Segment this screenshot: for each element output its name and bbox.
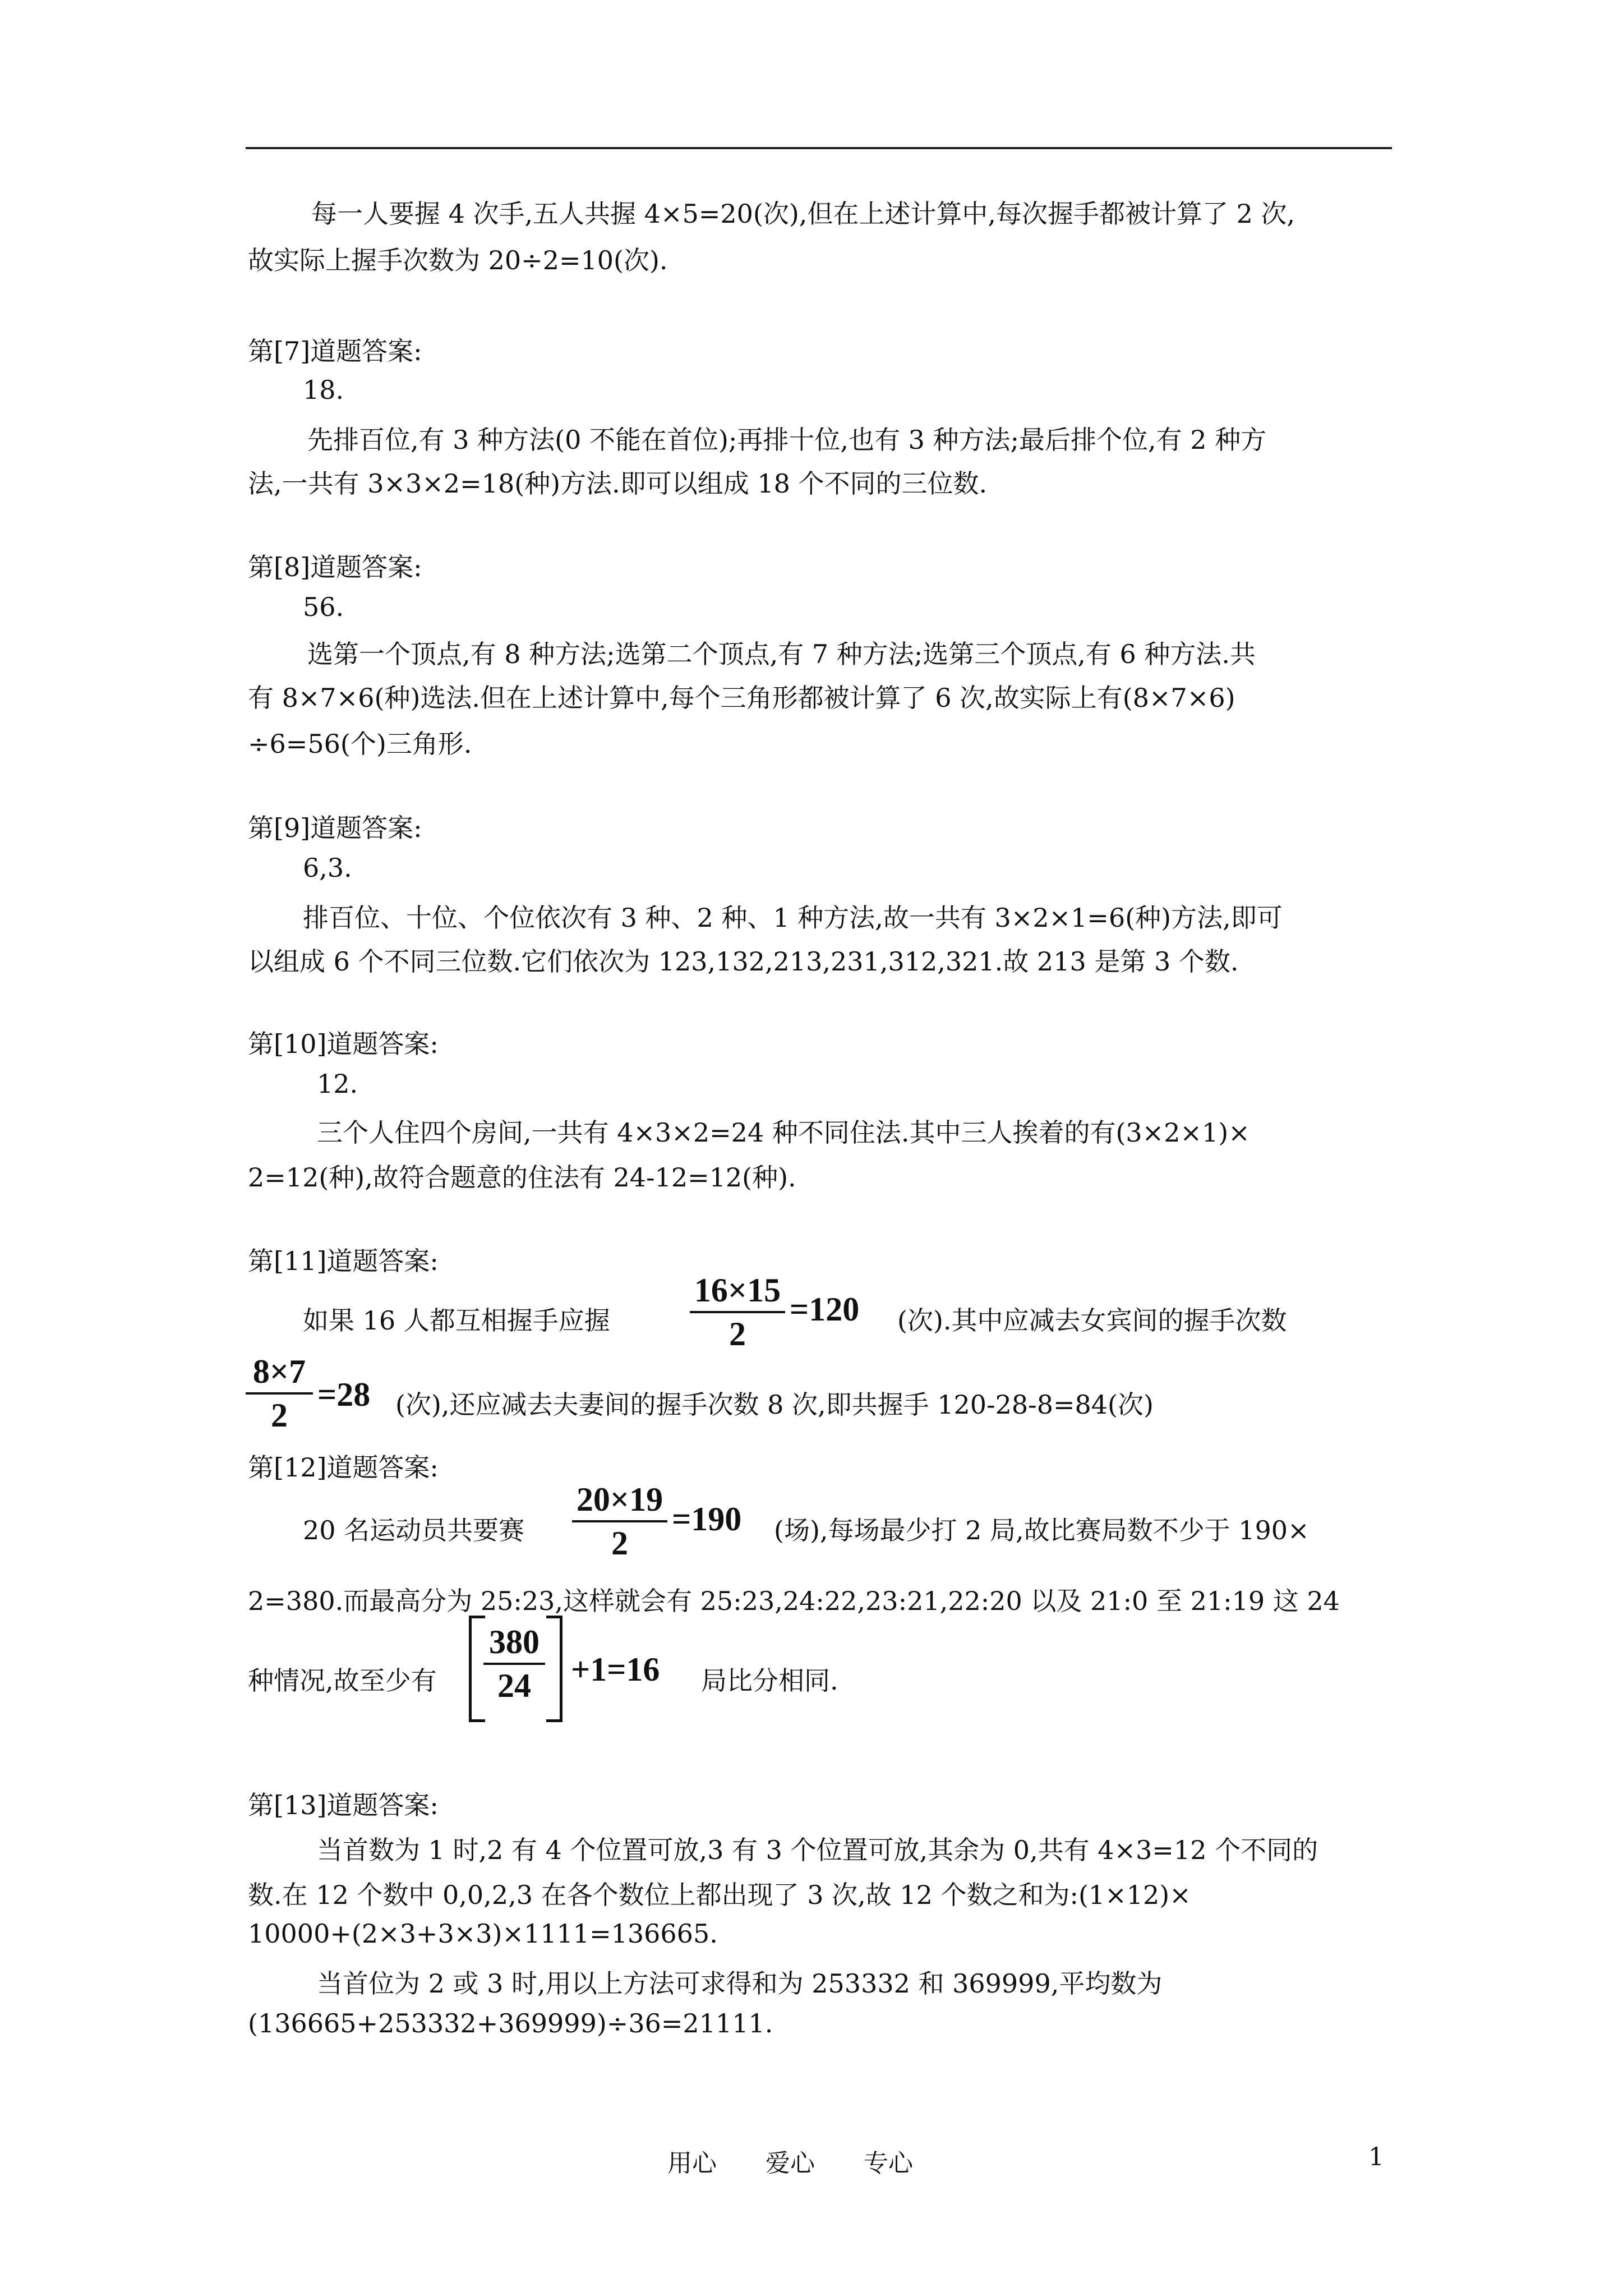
fraction-denominator: 2 [611,1525,628,1562]
fraction-numerator: 16×15 [694,1272,781,1309]
text-line: 先排百位,有 3 种方法(0 不能在首位);再排十位,也有 3 种方法;最后排个位,有 2 种方 [307,425,1267,455]
answer-heading: 第[11]道题答案: [248,1246,439,1276]
fraction-formula [690,1271,785,1354]
text-line: (136665+253332+369999)÷36=21111. [248,2008,773,2039]
answer-value: 12. [317,1069,358,1099]
text-line: 法,一共有 3×3×2=18(种)方法.即可以组成 18 个不同的三位数. [248,468,988,499]
fraction-bar [246,1392,313,1395]
fraction-formula [483,1622,545,1705]
footer-motto-1: 用心 [667,2149,717,2178]
answer-heading: 第[7]道题答案: [248,336,422,366]
text-line: 选第一个顶点,有 8 种方法;选第二个顶点,有 7 种方法;选第三个顶点,有 6 种方法.共 [307,639,1256,669]
fraction-formula [246,1352,313,1435]
answer-value: 18. [303,375,344,405]
text-line: 如果 16 人都互相握手应握 [303,1305,610,1336]
text-line: 三个人住四个房间,一共有 4×3×2=24 种不同住法.其中三人挨着的有(3×2×1)× [317,1117,1250,1148]
text-line: 故实际上握手次数为 20÷2=10(次). [248,245,668,275]
floor-bracket-right [546,1616,562,1722]
text-line: 种情况,故至少有 [248,1665,437,1696]
fraction-bar [572,1520,667,1522]
answer-heading: 第[9]道题答案: [248,813,422,843]
text-line: 数.在 12 个数中 0,0,2,3 在各个数位上都出现了 3 次,故 12 个数之和为:(1×12)× [248,1880,1191,1910]
text-line: 2=380.而最高分为 25:23,这样就会有 25:23,24:22,23:21,22:20 以及 21:0 至 21:19 这 24 [248,1586,1340,1616]
text-line: 当首位为 2 或 3 时,用以上方法可求得和为 253332 和 369999,平均数为 [317,1968,1163,1999]
text-line: ÷6=56(个)三角形. [248,729,472,759]
formula-result: =120 [790,1291,860,1328]
fraction-numerator: 20×19 [576,1481,663,1518]
answer-value: 6,3. [303,853,352,883]
fraction-denominator: 2 [729,1315,746,1352]
text-line: (次).其中应减去女宾间的握手次数 [897,1305,1287,1336]
text-line: 局比分相同. [701,1665,838,1696]
footer-motto-3: 专心 [864,2149,913,2178]
text-line: 10000+(2×3+3×3)×1111=136665. [248,1918,718,1949]
header-rule [246,147,1392,149]
footer-motto-2: 爱心 [766,2149,815,2178]
answer-heading: 第[8]道题答案: [248,552,422,582]
text-line: 以组成 6 个不同三位数.它们依次为 123,132,213,231,312,321.故 213 是第 3 个数. [248,946,1239,977]
formula-result: =28 [317,1376,371,1413]
answer-value: 56. [303,592,344,622]
fraction-denominator: 2 [271,1397,288,1434]
answer-heading: 第[13]道题答案: [248,1790,439,1820]
text-line: 2=12(种),故符合题意的住法有 24-12=12(种). [248,1162,796,1193]
fraction-denominator: 24 [497,1667,531,1704]
floor-bracket-left [469,1616,485,1722]
formula-result: =190 [672,1501,742,1538]
text-line: 20 名运动员共要赛 [303,1515,525,1545]
page-number: 1 [1368,2143,1384,2171]
fraction-bar [690,1311,785,1313]
text-line: 有 8×7×6(种)选法.但在上述计算中,每个三角形都被计算了 6 次,故实际上有(8×7×6) [248,683,1235,713]
fraction-bar [483,1663,545,1665]
answer-heading: 第[12]道题答案: [248,1452,439,1483]
formula-result: +1=16 [571,1651,660,1688]
answer-heading: 第[10]道题答案: [248,1029,439,1059]
fraction-numerator: 8×7 [252,1353,306,1390]
text-line: 排百位、十位、个位依次有 3 种、2 种、1 种方法,故一共有 3×2×1=6(种)方法,即可 [303,903,1283,933]
text-line: 每一人要握 4 次手,五人共握 4×5=20(次),但在上述计算中,每次握手都被计算了 2 次, [311,199,1295,229]
text-line: (场),每场最少打 2 局,故比赛局数不少于 190× [774,1515,1310,1545]
fraction-formula [572,1480,667,1563]
text-line: (次),还应减去夫妻间的握手次数 8 次,即共握手 120-28-8=84(次) [395,1389,1154,1420]
fraction-numerator: 380 [489,1623,540,1660]
text-line: 当首数为 1 时,2 有 4 个位置可放,3 有 3 个位置可放,其余为 0,共有 4×3=12 个不同的 [317,1835,1318,1865]
